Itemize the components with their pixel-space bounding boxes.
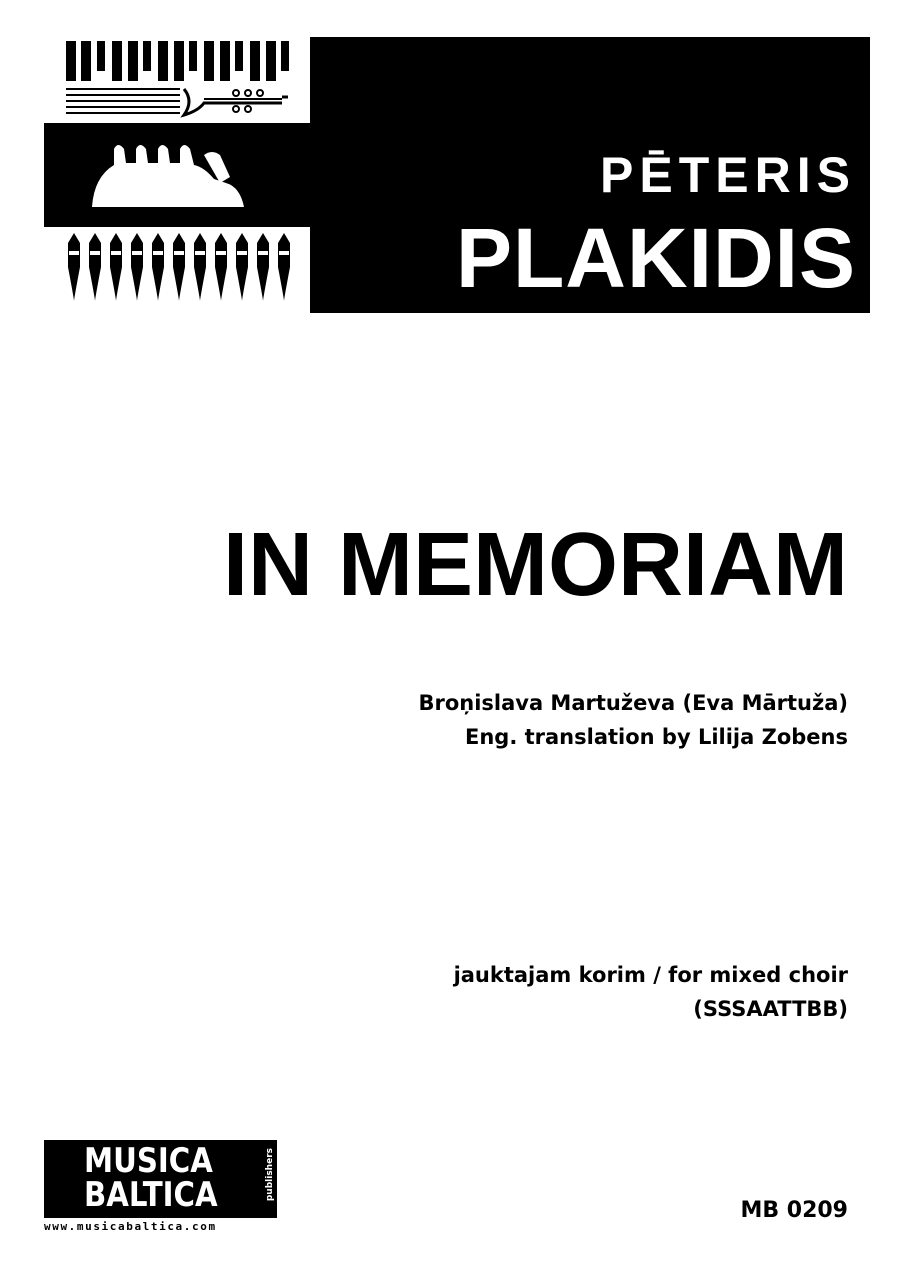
publisher-logo xyxy=(44,1140,277,1218)
logo-publishers-tag: publishers xyxy=(265,1148,275,1202)
logo-word-musica: MUSICA xyxy=(84,1141,213,1181)
lyricist-credit: Broņislava Martuževa (Eva Mārtuža) xyxy=(418,691,848,715)
composer-first-name: PĒTERIS xyxy=(600,147,856,203)
piano-keys-icon xyxy=(66,41,289,81)
logo-word-baltica: BALTICA xyxy=(84,1175,218,1215)
translation-credit: Eng. translation by Lilija Zobens xyxy=(465,725,848,749)
voicing-line: (SSSAATTBB) xyxy=(693,997,848,1021)
composer-last-name: PLAKIDIS xyxy=(455,211,856,305)
publisher-website: www.musicabaltica.com xyxy=(44,1220,217,1233)
scoring-line: jauktajam korim / for mixed choir xyxy=(453,963,848,987)
work-title: IN MEMORIAM xyxy=(223,515,848,615)
scoring-block xyxy=(454,958,848,1026)
trumpet-icon xyxy=(66,89,288,115)
catalog-number: MB 0209 xyxy=(740,1198,848,1223)
organ-pipes-icon xyxy=(68,233,290,301)
credits-block xyxy=(418,686,848,754)
